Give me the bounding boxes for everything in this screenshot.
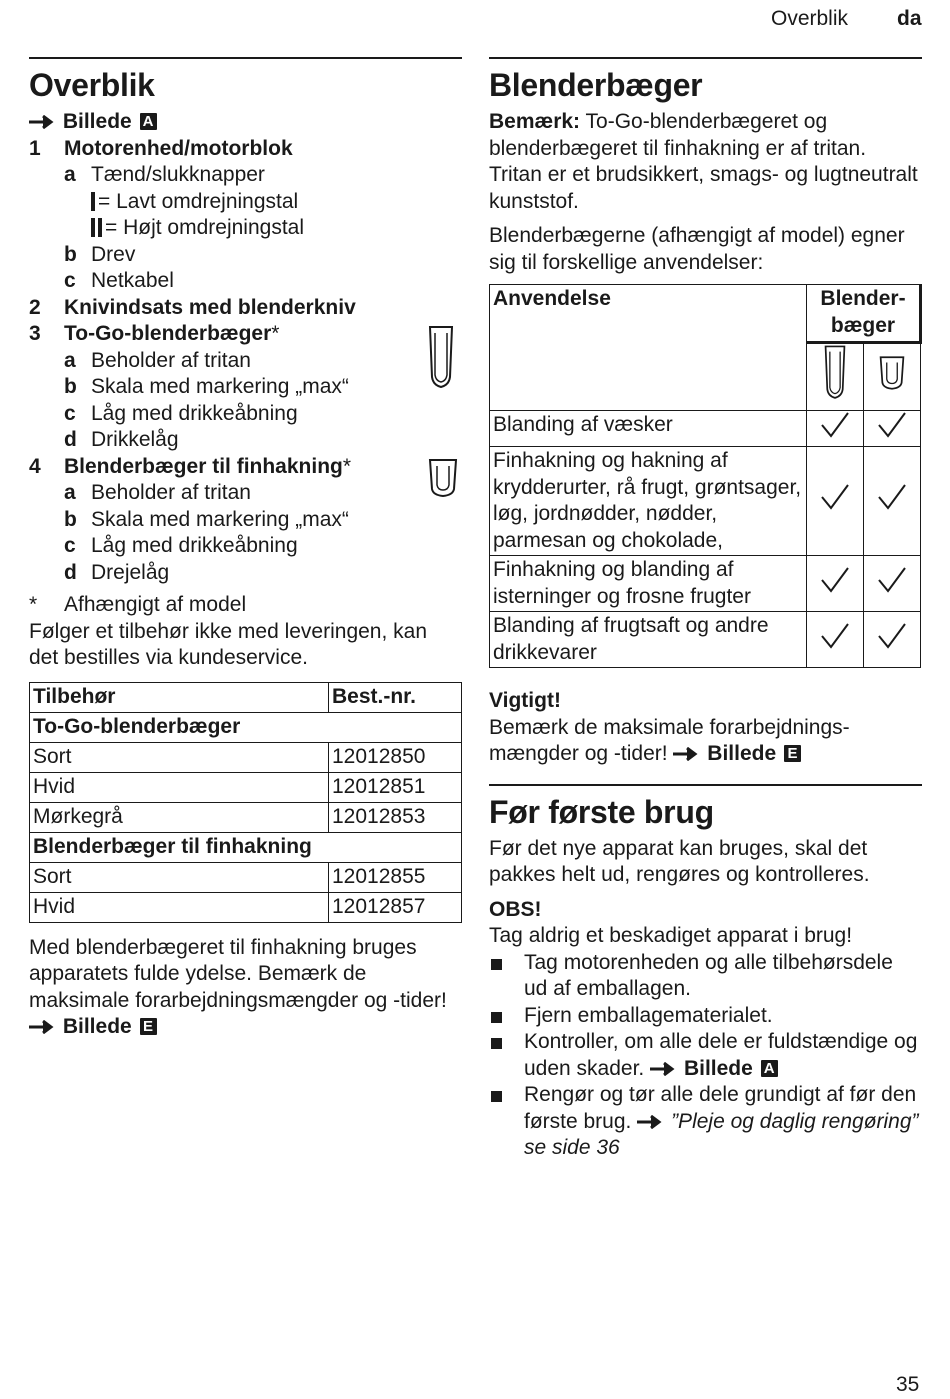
right-column xyxy=(489,57,922,1162)
first-use-intro: Før det nye apparat kan bruges, skal det pakkes helt ud, rengøres og kontrolleres. xyxy=(489,836,870,886)
speed-bar-icon xyxy=(91,218,95,237)
item-label-with-star xyxy=(64,321,279,348)
closing-paragraph xyxy=(29,935,462,1041)
important-text: Bemærk de maksimale forarbejdnings-mængder og -tider! xyxy=(489,715,850,765)
figure-reference xyxy=(29,109,462,136)
high-speed-symbol xyxy=(91,215,304,242)
square-bullet-icon xyxy=(491,959,502,970)
figure-letter-badge: A xyxy=(761,1060,778,1077)
jar-icon-cell xyxy=(807,343,864,411)
list-subitem xyxy=(29,189,462,216)
bullet-text: Tag motorenheden og alle tilbehørsdele ud af emballagen. xyxy=(524,950,893,1000)
arrow-right-icon xyxy=(29,115,57,129)
table-header-row xyxy=(490,285,921,343)
subitem-label: Drejelåg xyxy=(91,560,170,584)
subitem-label: Låg med drikkeåbning xyxy=(91,401,298,425)
check-cell xyxy=(864,410,921,447)
speed-bar-icon xyxy=(98,218,102,237)
subitem-letter: a xyxy=(64,348,76,372)
header-language-code: da xyxy=(897,7,922,30)
item-label-with-star xyxy=(64,454,351,481)
figure-ref-label: Billede xyxy=(62,1015,132,1038)
chopping-jar-icon xyxy=(878,354,906,392)
usage-cell: Finhakning og blanding af isterninger og frosne frugter xyxy=(490,556,807,612)
table-row xyxy=(30,802,462,832)
check-cell xyxy=(807,447,864,556)
footnote-text: Afhængigt af model xyxy=(64,593,247,616)
list-item xyxy=(29,321,462,348)
subitem-label: = Højt omdrejningstal xyxy=(105,216,304,239)
table-group-row xyxy=(30,832,462,862)
section-rule xyxy=(489,57,922,59)
checkmark-icon xyxy=(877,566,907,594)
item-number: 2 xyxy=(29,295,41,319)
subitem-letter: a xyxy=(64,481,76,504)
check-cell xyxy=(807,410,864,447)
note-text: To-Go-blenderbægeret og blenderbægeret til finhakning er af tritan. Tritan er et brudsikkert, smags- og lugtneutralt kunststof. xyxy=(489,110,918,213)
subitem-label: Skala med markering „max“ xyxy=(91,375,349,398)
check-cell xyxy=(807,556,864,612)
parts-list xyxy=(29,136,462,587)
accessory-note: Følger et tilbehør ikke med leveringen, kan det bestilles via kundeservice. xyxy=(29,619,428,669)
list-subitem xyxy=(29,480,462,507)
figure-ref-label: Billede xyxy=(683,1056,753,1080)
group-title: Blenderbæger til finhakning xyxy=(30,832,462,862)
list-subitem xyxy=(29,533,462,560)
bullet-text: Fjern emballagematerialet. xyxy=(524,1003,773,1027)
subitem-letter: c xyxy=(64,401,76,425)
section-rule xyxy=(489,784,922,786)
figure-ref-label: Billede xyxy=(62,110,132,133)
model-dependent-star: * xyxy=(342,454,352,478)
figure-letter-badge: E xyxy=(784,745,801,762)
subitem-label: Netkabel xyxy=(91,269,174,292)
subitem-label: Drikkelåg xyxy=(91,428,179,451)
list-item xyxy=(29,136,462,163)
model-dependent-star: * xyxy=(271,322,280,345)
figure-ref-label: Billede xyxy=(707,742,777,765)
list-subitem xyxy=(29,427,462,454)
subitem-letter: d xyxy=(64,428,77,451)
to-go-jar-icon xyxy=(823,344,847,402)
table-cell: Sort xyxy=(30,742,329,772)
checkmark-icon xyxy=(820,483,850,511)
list-subitem xyxy=(29,401,462,428)
bullet-text: Kontroller, om alle dele er fuldstændige og uden skader. xyxy=(524,1030,918,1080)
section-rule xyxy=(29,57,462,59)
item-label: To-Go-blenderbæger xyxy=(64,322,272,345)
column-header: Tilbehør xyxy=(30,682,329,712)
table-cell: 12012853 xyxy=(329,802,462,832)
list-subitem xyxy=(29,560,462,587)
arrow-right-icon xyxy=(650,1062,678,1076)
blender-jar-heading: Blenderbæger xyxy=(489,67,703,103)
table-row xyxy=(30,892,462,922)
table-cell: Sort xyxy=(30,862,329,892)
checkmark-icon xyxy=(877,483,907,511)
left-column xyxy=(29,57,462,1041)
footnote-mark: * xyxy=(29,593,38,616)
checkmark-icon xyxy=(877,622,907,650)
group-title: To-Go-blenderbæger xyxy=(30,712,462,742)
arrow-right-icon xyxy=(637,1115,665,1129)
table-cell: Hvid xyxy=(30,772,329,802)
square-bullet-icon xyxy=(491,1091,502,1102)
list-subitem xyxy=(29,215,462,242)
closing-text: Med blenderbægeret til finhakning bruges apparatets fulde ydelse. Bemærk de maksimale forarbejdningsmængder og -tider! xyxy=(29,935,447,1012)
first-use-heading: Før første brug xyxy=(489,793,714,830)
arrow-right-icon xyxy=(673,747,701,761)
usage-cell: Blanding af frugtsaft og andre drikkevarer xyxy=(490,612,807,668)
table-header-row xyxy=(30,682,462,712)
list-subitem xyxy=(29,162,462,189)
table-row xyxy=(490,556,921,612)
note-label: Bemærk: xyxy=(489,110,581,133)
low-speed-symbol xyxy=(91,189,298,216)
check-cell xyxy=(864,612,921,668)
item-label: Motorenhed/motorblok xyxy=(64,136,293,160)
table-row xyxy=(490,447,921,556)
item-label: Knivindsats med blenderkniv xyxy=(64,295,356,319)
figure-letter-badge: E xyxy=(140,1018,157,1035)
overview-heading: Overblik xyxy=(29,67,155,103)
obs-text: Tag aldrig et beskadiget apparat i brug! xyxy=(489,924,853,947)
figure-letter-badge: A xyxy=(140,113,157,130)
list-item xyxy=(489,1029,922,1082)
list-item xyxy=(29,454,462,481)
important-paragraph xyxy=(489,715,922,768)
table-cell: Mørkegrå xyxy=(30,802,329,832)
checkmark-icon xyxy=(820,411,850,439)
subitem-label: Skala med markering „max“ xyxy=(91,507,349,531)
obs-label: OBS! xyxy=(489,897,542,921)
speed-bar-icon xyxy=(91,192,95,211)
table-row xyxy=(490,612,921,668)
subitem-label: Låg med drikkeåbning xyxy=(91,534,298,557)
subitem-letter: b xyxy=(64,242,77,266)
subitem-letter: b xyxy=(64,375,77,398)
subitem-letter: c xyxy=(64,534,76,557)
list-subitem xyxy=(29,348,462,375)
square-bullet-icon xyxy=(491,1012,502,1023)
subitem-label: Tænd/slukknapper xyxy=(91,163,265,186)
table-row xyxy=(30,862,462,892)
arrow-right-icon xyxy=(29,1020,57,1034)
column-header-use: Anvendelse xyxy=(490,285,807,411)
checkmark-icon xyxy=(820,622,850,650)
table-cell: 12012857 xyxy=(329,892,462,922)
square-bullet-icon xyxy=(491,1038,502,1049)
accessory-table xyxy=(29,682,462,923)
jar-icon-cell xyxy=(864,343,921,411)
item-number: 4 xyxy=(29,454,41,478)
page-number: 35 xyxy=(896,1373,920,1396)
list-subitem xyxy=(29,507,462,534)
subitem-letter: c xyxy=(64,269,76,292)
table-group-row xyxy=(30,712,462,742)
table-row xyxy=(30,772,462,802)
table-row xyxy=(30,742,462,772)
important-label: Vigtigt! xyxy=(489,689,561,712)
table-cell: 12012850 xyxy=(329,742,462,772)
list-item xyxy=(29,295,462,322)
checkmark-icon xyxy=(877,411,907,439)
item-number: 3 xyxy=(29,322,41,345)
check-cell xyxy=(807,612,864,668)
footnote xyxy=(29,592,462,619)
list-item xyxy=(489,1003,922,1030)
bullet-text: Rengør og tør alle dele grundigt af før den første brug. xyxy=(524,1083,917,1133)
intro-paragraph: Blenderbægerne (afhængigt af model) egner sig til forskellige anvendelser: xyxy=(489,224,905,274)
column-header: Best.-nr. xyxy=(329,682,462,712)
column-header-jar: Blender- bæger xyxy=(807,285,921,343)
usage-cell: Finhakning og hakning af krydderurter, rå frugt, grøntsager, løg, jordnødder, nødder, parmesan og chokolade, xyxy=(490,447,807,556)
table-cell: 12012851 xyxy=(329,772,462,802)
note-paragraph xyxy=(489,109,922,215)
subitem-label: Beholder af tritan xyxy=(91,348,251,372)
usage-cell: Blanding af væsker xyxy=(490,410,807,447)
list-item xyxy=(489,950,922,1003)
table-cell: Hvid xyxy=(30,892,329,922)
list-item xyxy=(489,1082,922,1162)
subitem-letter: d xyxy=(64,560,77,584)
item-label: Blenderbæger til finhakning xyxy=(64,454,343,478)
list-subitem xyxy=(29,242,462,269)
subitem-letter: b xyxy=(64,507,77,531)
subitem-label: Drev xyxy=(91,242,136,266)
cross-reference-link: ”Pleje og daglig rengøring” se side 36 xyxy=(524,1109,919,1159)
subitem-letter: a xyxy=(64,163,76,186)
usage-table xyxy=(489,284,922,668)
list-subitem xyxy=(29,268,462,295)
chopping-jar-icon xyxy=(427,457,459,499)
subitem-label: = Lavt omdrejningstal xyxy=(98,189,299,213)
header-section-title: Overblik xyxy=(771,7,849,30)
check-cell xyxy=(864,447,921,556)
to-go-jar-icon xyxy=(427,325,455,391)
table-cell: 12012855 xyxy=(329,862,462,892)
subitem-label: Beholder af tritan xyxy=(91,481,251,504)
checkmark-icon xyxy=(820,566,850,594)
check-cell xyxy=(864,556,921,612)
table-row xyxy=(490,410,921,447)
list-subitem xyxy=(29,374,462,401)
item-number: 1 xyxy=(29,136,41,160)
